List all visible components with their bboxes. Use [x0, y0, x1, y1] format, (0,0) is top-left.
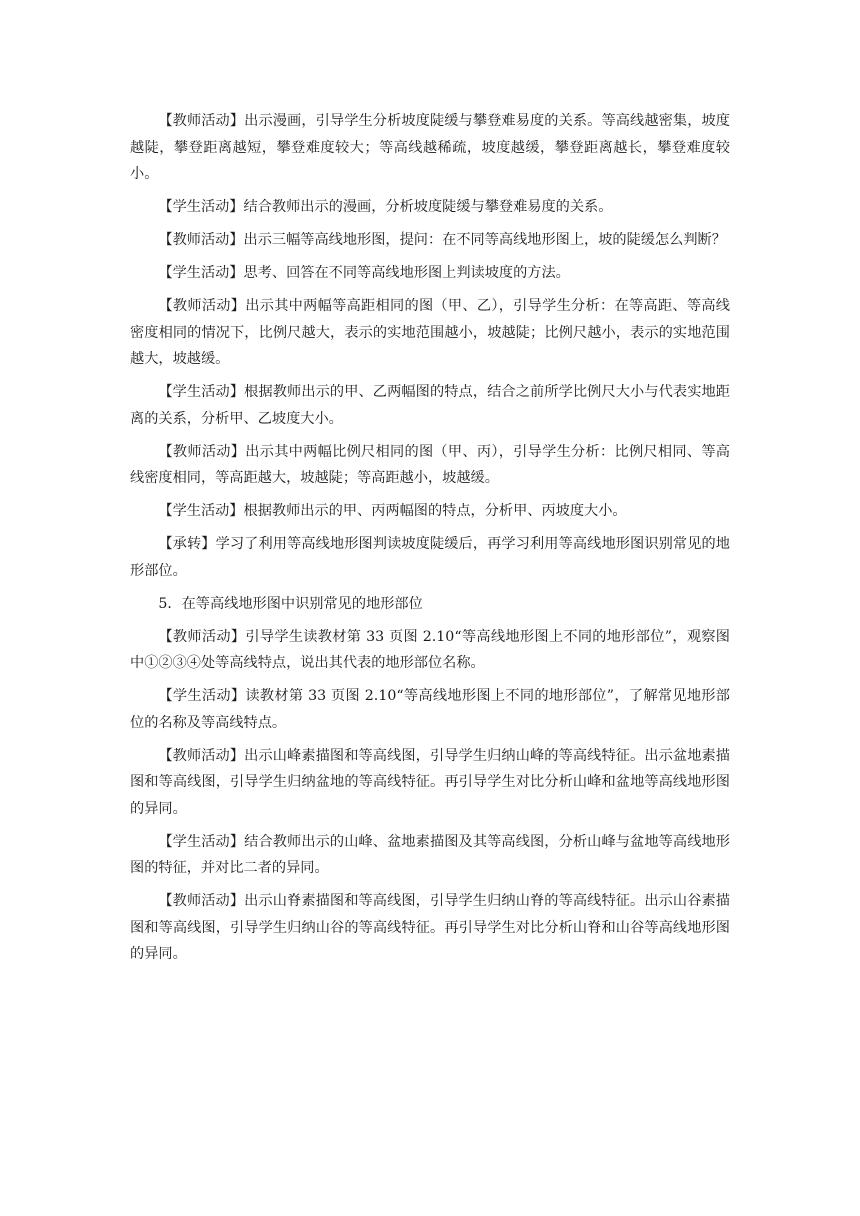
paragraph-text: 思考、回答在不同等高线地形图上判读坡度的方法。: [243, 265, 570, 281]
activity-tag: 【学生活动】: [158, 384, 245, 400]
paragraph-text: 引导学生读教材第 33 页图 2.10“等高线地形图上不同的地形部位”，观察图中①②③④处等高线特点，说出其代表的地形部位名称。: [130, 628, 730, 671]
activity-tag: 【教师活动】: [158, 628, 246, 645]
paragraph: [130, 260, 730, 287]
activity-tag: 【教师活动】: [158, 298, 246, 314]
section-heading-text: 5．在等高线地形图中识别常见的地形部位: [158, 595, 423, 612]
activity-tag: 【教师活动】: [158, 113, 245, 129]
paragraph-text: 读教材第 33 页图 2.10“等高线地形图上不同的地形部位”，了解常见地形部位的名称及等高线特点。: [130, 688, 730, 731]
section-heading: [130, 591, 730, 618]
paragraph: [130, 227, 730, 254]
paragraph-text: 结合教师出示的漫画，分析坡度陡缓与攀登难易度的关系。: [243, 199, 613, 215]
activity-tag: 【教师活动】: [158, 893, 245, 909]
paragraph-text: 学习了利用等高线地形图判读坡度陡缓后，再学习利用等高线地形图识别常见的地形部位。: [130, 536, 730, 579]
paragraph: [130, 108, 730, 188]
paragraph-text: 出示三幅等高线地形图，提问：在不同等高线地形图上，坡的陡缓怎么判断？: [243, 232, 726, 248]
paragraph: [130, 293, 730, 373]
paragraph-text: 出示其中两幅等高距相同的图（甲、乙），引导学生分析：在等高距、等高线密度相同的情况下，比例尺越大，表示的实地范围越小，坡越陡；比例尺越小，表示的实地范围越大，坡越缓。: [130, 298, 730, 367]
transition-tag: 【承转】: [158, 536, 216, 552]
paragraph: [130, 194, 730, 221]
paragraph: [130, 683, 730, 736]
activity-tag: 【学生活动】: [158, 503, 244, 519]
activity-tag: 【学生活动】: [158, 833, 245, 850]
paragraph-text: 根据教师出示的甲、乙两幅图的特点，结合之前所学比例尺大小与代表实地距离的关系，分析甲、乙坡度大小。: [130, 384, 730, 427]
activity-tag: 【教师活动】: [158, 747, 245, 764]
paragraph: [130, 531, 730, 584]
paragraph-text: 出示其中两幅比例尺相同的图（甲、丙），引导学生分析：比例尺相同、等高线密度相同，等高距越大，坡越陡；等高距越小，坡越缓。: [130, 443, 730, 486]
paragraph-text: 根据教师出示的甲、丙两幅图的特点，分析甲、丙坡度大小。: [243, 503, 627, 519]
paragraph: [130, 379, 730, 432]
paragraph-text: 结合教师出示的山峰、盆地素描图及其等高线图，分析山峰与盆地等高线地形图的特征，并对比二者的异同。: [130, 833, 730, 876]
paragraph: [130, 888, 730, 968]
paragraph: [130, 743, 730, 823]
activity-tag: 【学生活动】: [158, 688, 246, 704]
activity-tag: 【教师活动】: [158, 232, 244, 248]
paragraph-text: 出示山脊素描图和等高线图，引导学生归纳山脊的等高线特征。出示山谷素描图和等高线图，引导学生归纳山谷的等高线特征。再引导学生对比分析山脊和山谷等高线地形图的异同。: [130, 893, 730, 962]
paragraph-text: 出示山峰素描图和等高线图，引导学生归纳山峰的等高线特征。出示盆地素描图和等高线图，引导学生归纳盆地的等高线特征。再引导学生对比分析山峰和盆地等高线地形图的异同。: [130, 747, 730, 817]
activity-tag: 【学生活动】: [158, 199, 244, 215]
paragraph: [130, 829, 730, 882]
paragraph: [130, 439, 730, 492]
activity-tag: 【教师活动】: [158, 443, 246, 460]
paragraph-text: 出示漫画，引导学生分析坡度陡缓与攀登难易度的关系。等高线越密集，坡度越陡，攀登距离越短，攀登难度较大；等高线越稀疏，坡度越缓，攀登距离越长，攀登难度较小。: [130, 113, 730, 182]
document-body: [130, 108, 730, 974]
paragraph: [130, 498, 730, 525]
activity-tag: 【学生活动】: [158, 265, 244, 281]
paragraph: [130, 624, 730, 677]
